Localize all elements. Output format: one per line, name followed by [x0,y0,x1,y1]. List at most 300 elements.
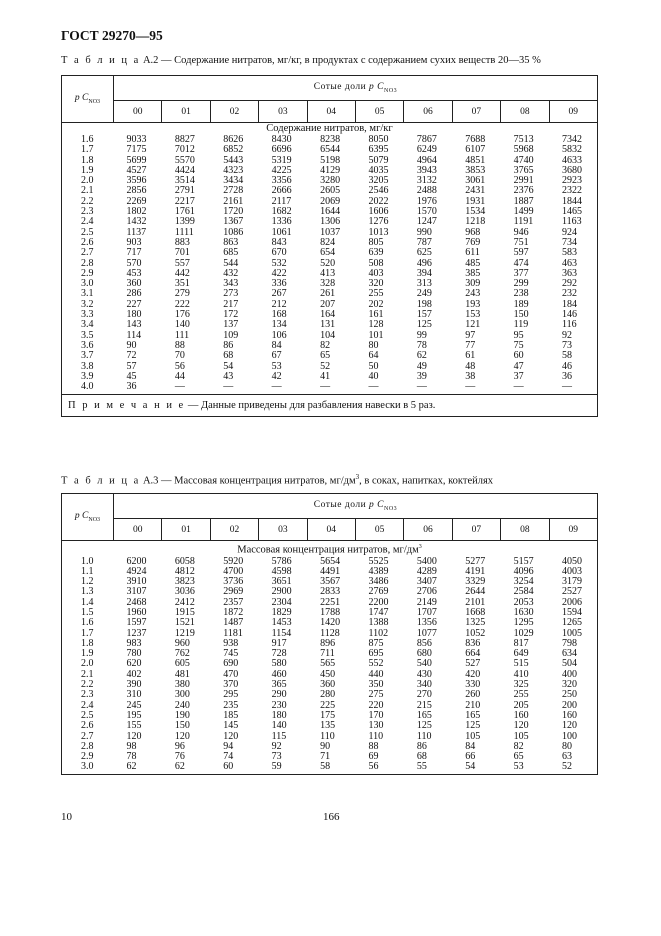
table-cell: 5920 [223,555,244,567]
table-cell: 7342 [549,135,597,145]
table-cell: 2069 [320,195,341,207]
table-cell: 1499 [513,206,534,218]
table-cell: 1013 [368,226,389,238]
table-cell: 3486 [368,576,389,588]
section-title: Содержание нитратов, мг/кг [62,123,598,136]
table-cell: 4096 [513,565,534,577]
table-cell: 267 [271,288,287,300]
table-note: П р и м е ч а н и е — Данные приведены для разбавления навески в 5 раз. [62,395,598,417]
table-cell: 1388 [368,617,389,629]
table-cell: 309 [465,278,481,290]
table-cell: 3132 [416,175,437,187]
table-cell: 3107 [126,586,147,598]
caption-text: А.2 — Содержание нитратов, мг/кг, в продуктах с содержанием сухих веществ 20—35 % [140,55,541,66]
row-label: 1.1 [62,567,114,577]
table-cell: 463 [549,259,597,269]
row-label: 1.4 [62,598,114,608]
table-cell: 508 [368,257,384,269]
table-cell: 1960 [126,606,147,618]
table-cell: 2117 [271,195,292,207]
table-cell: 140 [271,720,287,732]
column-header: 07 [452,101,500,123]
table-cell: 4700 [223,565,244,577]
table-cell: 728 [271,648,287,660]
table-cell: 84 [465,740,476,752]
table-cell: 340 [416,679,432,691]
row-label: 1.8 [62,156,114,166]
table-cell: 422 [271,267,287,279]
table-cell: 1829 [271,606,292,618]
table-cell: 7175 [126,144,147,156]
table-cell: 3356 [271,175,292,187]
table-cell: 402 [126,668,142,680]
table-cell: 119 [513,319,529,331]
table-cell: 496 [416,257,432,269]
table-cell: 751 [513,236,529,248]
table-cell: 745 [223,648,239,660]
table-cell: 72 [126,350,137,362]
table-cell: 1788 [320,606,341,618]
table-cell: 8430 [271,134,292,145]
table-cell: 82 [513,740,524,752]
table-cell: 8238 [320,134,341,145]
table-cell: 515 [513,658,529,670]
row-label: 2.9 [62,752,114,762]
table-cell: 200 [549,701,597,711]
column-header: 06 [404,101,452,123]
table-cell: 125 [416,319,432,331]
table-cell: 3036 [174,586,195,598]
table-cell: 410 [513,668,529,680]
table-cell: 654 [320,247,336,259]
table-cell: 47 [513,360,524,372]
table-cell: 120 [223,730,239,742]
table-cell: 1037 [320,226,341,238]
row-label: 2.8 [62,742,114,752]
table-cell: 1432 [126,216,147,228]
table-cell: 680 [416,648,432,660]
table-cell: 73 [271,751,282,763]
table-cell: 1005 [549,629,597,639]
table-cell: 5832 [549,145,597,155]
table-cell: 1707 [416,606,437,618]
table-cell: 896 [320,637,336,649]
table-cell: 390 [126,679,142,691]
row-label: 1.9 [62,649,114,659]
row-label: 2.3 [62,207,114,217]
table-cell: 1931 [465,195,486,207]
row-label: 3.9 [62,372,114,382]
row-label: 3.6 [62,341,114,351]
table-cell: 37 [513,370,524,382]
table-cell: 380 [174,679,190,691]
section-title: Массовая концентрация нитратов, $мг/дм^3$ [62,541,598,557]
table-cell: 9033 [126,134,147,145]
table-cell: 235 [223,699,239,711]
column-header: 08 [501,519,549,541]
table-cell: 44 [174,370,185,382]
table-cell: 70 [174,350,185,362]
table-cell: 377 [513,267,529,279]
table-cell: 7012 [174,144,195,156]
table-cell: 5277 [465,555,486,567]
table-cell: 520 [320,257,336,269]
table-cell: 2706 [416,586,437,598]
table-cell: 59 [271,761,282,773]
table-cell: 60 [223,761,234,773]
table-cell: 1644 [320,206,341,218]
column-header: 08 [501,101,549,123]
pc-header: p $C_{NO3}$ [62,494,114,541]
table-cell: 4424 [174,164,195,176]
table-cell: — [320,381,331,393]
table-cell: — [174,381,185,393]
table-cell: 220 [368,699,384,711]
table-cell: 3853 [465,164,486,176]
table-cell: 2357 [223,596,244,608]
table-cell: 1237 [126,627,147,639]
table-cell: 762 [174,648,190,660]
page-number-center: 166 [323,811,340,823]
table-cell: 639 [368,247,384,259]
table-cell: 52 [320,360,331,372]
table-cell: 5198 [320,154,341,166]
table-cell: 249 [416,288,432,300]
table-cell: 96 [174,740,185,752]
table-cell: 565 [320,658,336,670]
table-cell: 105 [513,730,529,742]
table-cell: 2969 [223,586,244,598]
column-header: 09 [549,101,597,123]
table-cell: 56 [174,360,185,372]
table-cell: 222 [174,298,190,310]
table-cell: 160 [513,709,529,721]
table-cell: 370 [223,679,239,691]
table-cell: 2833 [320,586,341,598]
column-header: 09 [549,519,597,541]
row-label: 2.6 [62,721,114,731]
table-cell: 350 [368,679,384,691]
table-cell: 1111 [174,226,194,238]
table-cell: 3061 [465,175,486,187]
table-cell: 2546 [368,185,389,197]
table-cell: 125 [416,720,432,732]
table-cell: 1915 [174,606,195,618]
table-cell: 135 [320,720,336,732]
table-cell: 6249 [416,144,437,156]
table-cell: 4924 [126,565,147,577]
table-cell: 86 [416,740,427,752]
table-cell: 385 [465,267,481,279]
table-cell: 3736 [223,576,244,588]
column-header: 02 [210,519,258,541]
table-cell: 2304 [271,596,292,608]
table-cell: 442 [174,267,190,279]
row-label: 2.8 [62,259,114,269]
table-cell: 184 [549,300,597,310]
table-cell: 3514 [174,175,195,187]
table-cell: 5570 [174,154,195,166]
table-cell: 36 [126,381,137,393]
table-cell: 78 [416,339,427,351]
table-cell: 245 [126,699,142,711]
table-cell: 168 [271,309,287,321]
table-cell: 110 [416,730,432,742]
table-cell: 60 [513,350,524,362]
table-cell: 5525 [368,555,389,567]
table-cell: 1761 [174,206,195,218]
table-cell: 2269 [126,195,147,207]
table-cell: 1336 [271,216,292,228]
table-cell: 61 [465,350,476,362]
row-label: 2.7 [62,732,114,742]
table-cell: 106 [271,329,287,341]
table-cell: 189 [513,298,529,310]
table-cell: 2468 [126,596,147,608]
row-label: 2.2 [62,680,114,690]
table-cell: 430 [416,668,432,680]
table-cell: 295 [223,689,239,701]
column-header: 05 [355,519,403,541]
table-cell: 42 [271,370,282,382]
table-cell: 3205 [368,175,389,187]
table-cell: 157 [416,309,432,321]
table-cell: 527 [465,658,481,670]
table-cell: 470 [223,668,239,680]
table-cell: 394 [416,267,432,279]
table-cell: 260 [465,689,481,701]
table-cell: 116 [549,320,597,330]
table-cell: 701 [174,247,190,259]
table-cell: 3280 [320,175,341,187]
table-cell: 1052 [465,627,486,639]
table-cell: 330 [465,679,481,691]
table-cell: 1534 [465,206,486,218]
table-cell: 39 [416,370,427,382]
table-cell: — [465,381,476,393]
table-cell: 2856 [126,185,147,197]
table-cell: 84 [271,339,282,351]
row-label: 3.5 [62,331,114,341]
table-cell: 86 [223,339,234,351]
table-cell: 227 [126,298,142,310]
table-cell: 65 [320,350,331,362]
table-cell: — [271,381,282,393]
table-cell: 1137 [126,226,147,238]
table-cell: 36 [549,372,597,382]
table-a3 [61,493,598,775]
table-cell: 1668 [465,606,486,618]
table-cell: 110 [320,730,335,742]
table-cell: 717 [126,247,142,259]
table-cell: 160 [549,711,597,721]
row-label: 3.4 [62,320,114,330]
row-label: 2.0 [62,176,114,186]
table-cell: 1887 [513,195,534,207]
table-cell: 215 [416,699,432,711]
table-cell: — [549,382,597,392]
table-cell: 255 [513,689,529,701]
table-cell: 261 [320,288,336,300]
table-cell: 104 [320,329,336,341]
table-cell: 50 [368,360,379,372]
table-cell: 120 [126,730,142,742]
table-cell: 968 [465,226,481,238]
table-cell: 275 [368,689,384,701]
table-cell: 3765 [513,164,534,176]
row-label: 3.0 [62,762,114,772]
table-cell: 6200 [126,555,147,567]
table-cell: 111 [174,329,190,341]
table-cell: 212 [271,298,287,310]
table-cell: 1102 [368,627,389,639]
table-cell: 80 [549,742,597,752]
table-cell: 255 [368,288,384,300]
table-cell: 4003 [549,567,597,577]
table-cell: 94 [223,740,234,752]
table-cell: 2431 [465,185,486,197]
table-cell: 240 [174,699,190,711]
table-cell: 1325 [465,617,486,629]
table-cell: 4851 [465,154,486,166]
table-cell: 88 [368,740,379,752]
table-cell: 320 [368,278,384,290]
table-cell: 1029 [513,627,534,639]
table-cell: 5443 [223,154,244,166]
row-label: 2.7 [62,248,114,258]
table-cell: 1720 [223,206,244,218]
table-cell: 6107 [465,144,486,156]
table-cell: 48 [465,360,476,372]
table-cell: 131 [320,319,336,331]
table-cell: 824 [320,236,336,248]
table-cell: 52 [549,762,597,772]
table-cell: 198 [416,298,432,310]
table-cell: 310 [126,689,142,701]
table-cell: 120 [174,730,190,742]
column-header: 05 [355,101,403,123]
table-cell: 243 [465,288,481,300]
table-cell: 165 [465,709,481,721]
table-a2-caption [61,55,541,66]
table-cell: 4633 [549,156,597,166]
table-cell: — [416,381,427,393]
table-cell: 769 [465,236,481,248]
table-cell: 1367 [223,216,244,228]
table-cell: 3910 [126,576,147,588]
table-cell: 3651 [271,576,292,588]
table-cell: 45 [126,370,137,382]
table-a3-caption: Т а б л и ц а А.3 — Массовая концентрация нитратов, $мг/дм^3$, в соках, напитках, коктейлях [61,473,494,487]
table-cell: 121 [465,319,481,331]
table-cell: 54 [223,360,234,372]
table-cell: 540 [416,658,432,670]
table-cell: 3596 [126,175,147,187]
table-cell: 114 [126,329,142,341]
table-cell: 4289 [416,565,437,577]
table-cell: 734 [549,238,597,248]
table-cell: 787 [416,236,432,248]
table-cell: 100 [549,732,597,742]
table-cell: 605 [174,658,190,670]
table-cell: 4225 [271,164,292,176]
table-cell: 2217 [174,195,195,207]
table-cell: 6395 [368,144,389,156]
table-cell: 351 [174,278,190,290]
table-cell: 2053 [513,596,534,608]
table-cell: 3680 [549,166,597,176]
table-cell: 120 [549,721,597,731]
table-cell: 403 [368,267,384,279]
table-cell: 1630 [513,606,534,618]
table-cell: 450 [320,668,336,680]
document-header: ГОСТ 29270—95 [61,28,163,43]
table-cell: 176 [174,309,190,321]
table-cell: 2991 [513,175,534,187]
table-cell: 185 [223,709,239,721]
table-cell: 1086 [223,226,244,238]
table-cell: 2101 [465,596,486,608]
table-cell: — [513,381,524,393]
table-cell: 64 [368,350,379,362]
table-cell: 74 [223,751,234,763]
caption-prefix: Т а б л и ц а [61,55,141,66]
table-cell: 474 [513,257,529,269]
table-cell: 903 [126,236,142,248]
table-cell: 5654 [320,555,341,567]
table-cell: 7513 [513,134,534,145]
table-cell: 1844 [549,197,597,207]
table-cell: 2791 [174,185,195,197]
table-cell: 55 [416,761,427,773]
table-cell: 53 [513,761,524,773]
table-cell: 5079 [368,154,389,166]
table-cell: 146 [549,310,597,320]
table-cell: 134 [271,319,287,331]
table-cell: 365 [271,679,287,691]
row-label: 2.5 [62,711,114,721]
table-cell: 62 [126,761,137,773]
table-cell: 8050 [368,134,389,145]
table-cell: 225 [320,699,336,711]
table-cell: 290 [271,689,287,701]
table-cell: 130 [368,720,384,732]
table-cell: 195 [126,709,142,721]
table-cell: 2161 [223,195,244,207]
table-cell: 3567 [320,576,341,588]
table-cell: 88 [174,339,185,351]
table-cell: 597 [513,247,529,259]
table-cell: 360 [320,679,336,691]
table-cell: 983 [126,637,142,649]
table-cell: 150 [513,309,529,321]
table-cell: 1219 [174,627,195,639]
table-cell: 8827 [174,134,195,145]
table-cell: 71 [320,751,331,763]
table-cell: 92 [549,331,597,341]
table-cell: 1163 [549,217,597,227]
table-cell: 164 [320,309,336,321]
table-cell: 120 [513,720,529,732]
table-cell: 5157 [513,555,534,567]
table-cell: 76 [174,751,185,763]
table-cell: 207 [320,298,336,310]
row-label: 1.0 [62,557,114,567]
table-cell: 960 [174,637,190,649]
table-cell: 557 [174,257,190,269]
table-cell: 634 [549,649,597,659]
table-row [62,351,598,361]
